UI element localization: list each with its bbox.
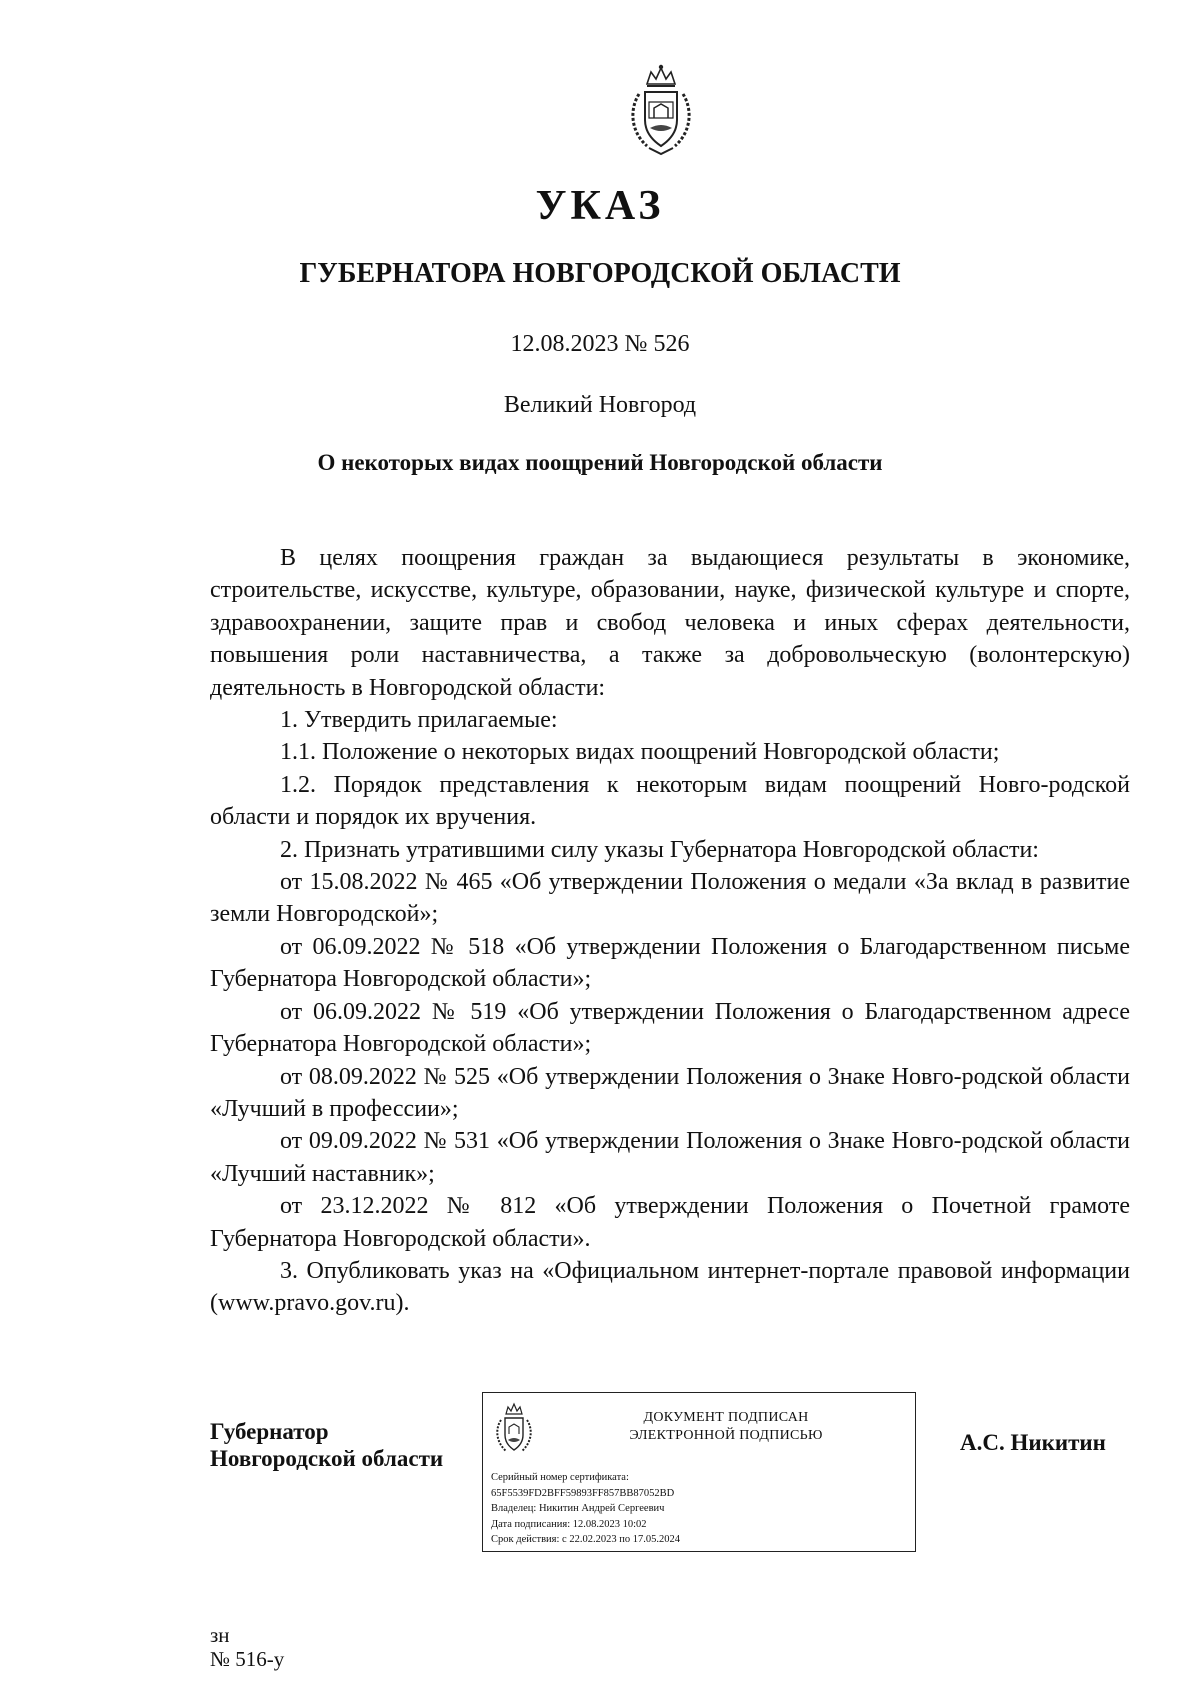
- clause-paragraph: 1.1. Положение о некоторых видах поощрений Новгородской области;: [280, 739, 1000, 766]
- repealed-decree-item: от 15.08.2022 № 465 «Об утверждении Положения о медали «За вклад в развитие земли Новгородской»;: [210, 869, 1130, 928]
- stamp-header-line: ЭЛЕКТРОННОЙ ПОДПИСЬЮ: [629, 1428, 823, 1443]
- clause-paragraph: 1. Утвердить прилагаемые:: [280, 707, 558, 734]
- certificate-validity: Срок действия: с 22.02.2023 по 17.05.2024: [491, 1534, 680, 1546]
- stamp-header-line: ДОКУМЕНТ ПОДПИСАН: [643, 1410, 809, 1425]
- signatory-title-line: Губернатор: [210, 1419, 329, 1444]
- clause-paragraph: 3. Опубликовать указ на «Официальном интернет-портале правовой информации (www.pravo.gov.ru).: [210, 1257, 1130, 1317]
- repealed-decree-item: от 09.09.2022 № 531 «Об утверждении Положения о Знаке Новго-родской области «Лучший наставник»;: [210, 1128, 1130, 1187]
- certificate-number: 65F5539FD2BFF59893FF857BB87052BD: [491, 1487, 675, 1499]
- footer-registration-number: № 516-у: [210, 1647, 285, 1671]
- signatory-title-line: Новгородской области: [210, 1446, 444, 1471]
- footer-initials: зн: [210, 1623, 230, 1647]
- clause-paragraph: 2. Признать утратившими силу указы Губернатора Новгородской области:: [280, 836, 1039, 863]
- clause-paragraph: 1.2. Порядок представления к некоторым видам поощрений Новго-родской области и порядок их вручения.: [210, 771, 1130, 831]
- repealed-decree-item: от 23.12.2022 № 812 «Об утверждении Положения о Почетной грамоте Губернатора Новгородской области».: [210, 1193, 1130, 1252]
- signatory-title: [210, 1418, 443, 1472]
- preamble-paragraph: В целях поощрения граждан за выдающиеся результаты в экономике, строительстве, искусстве, культуре, образовании, науке, физической культуре и спорте, здравоохранении, защите прав и свобод человека и иных сферах деятельности, повышения роли наставничества, а также за добровольческую (волонтерскую) деятельность в Новгородской области:: [210, 545, 1130, 701]
- stamp-coat-of-arms-icon: [493, 1401, 535, 1457]
- electronic-signature-stamp: [482, 1392, 916, 1552]
- repealed-decree-item: от 06.09.2022 № 519 «Об утверждении Положения о Благодарственном адресе Губернатора Новгородской области»;: [210, 998, 1130, 1058]
- stamp-header: [545, 1409, 907, 1445]
- document-footer-code: [210, 1623, 284, 1671]
- signer-name: А.С. Никитин: [960, 1430, 1106, 1455]
- document-subtitle: ГУБЕРНАТОРА НОВГОРОДСКОЙ ОБЛАСТИ: [299, 258, 901, 289]
- document-title: УКАЗ: [535, 183, 665, 229]
- coat-of-arms-icon: [625, 62, 697, 156]
- signing-date: Дата подписания: 12.08.2023 10:02: [491, 1518, 647, 1530]
- certificate-label: Серийный номер сертификата:: [491, 1472, 629, 1483]
- document-heading: О некоторых видах поощрений Новгородской области: [317, 450, 883, 475]
- certificate-owner: Владелец: Никитин Андрей Сергеевич: [491, 1503, 665, 1515]
- repealed-decree-item: от 06.09.2022 № 518 «Об утверждении Положения о Благодарственном письме Губернатора Новгородской области»;: [210, 933, 1130, 993]
- repealed-decree-item: от 08.09.2022 № 525 «Об утверждении Положения о Знаке Новго-родской области «Лучший в профессии»;: [210, 1063, 1130, 1122]
- document-date-number: 12.08.2023 № 526: [510, 331, 690, 357]
- document-body: [210, 542, 1130, 1320]
- stamp-details: [491, 1470, 680, 1548]
- document-city: Великий Новгород: [503, 392, 697, 418]
